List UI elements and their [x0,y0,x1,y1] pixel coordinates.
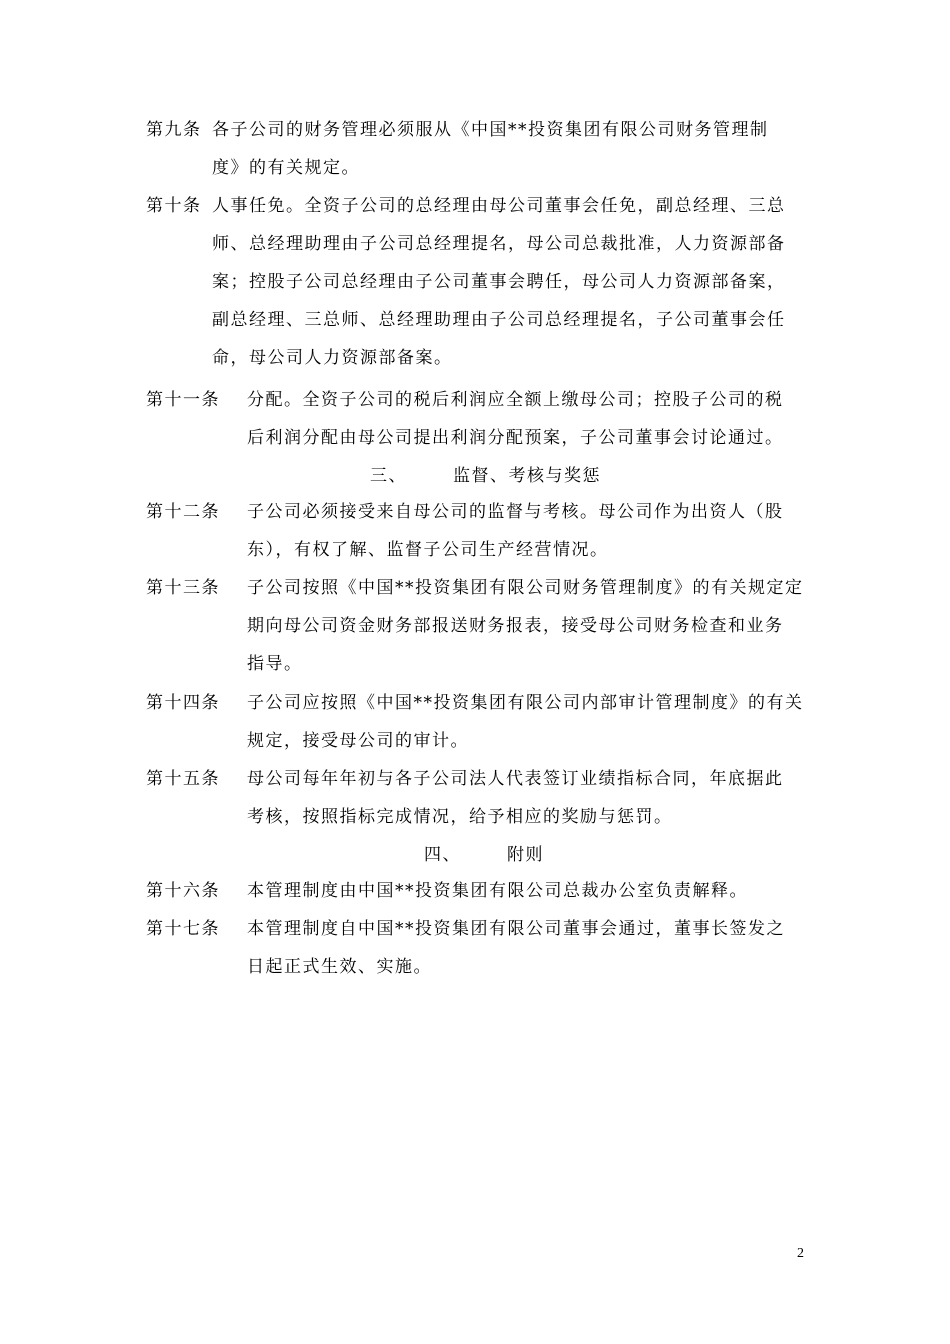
article-line: 各子公司的财务管理必须服从《中国**投资集团有限公司财务管理制 [212,120,769,140]
page-number: 2 [797,1246,804,1261]
article-line: 东），有权了解、监督子公司生产经营情况。 [247,540,609,560]
article-number: 第十条 [146,196,202,216]
article-line: 度》的有关规定。 [212,158,360,178]
article-line: 人事任免。全资子公司的总经理由母公司董事会任免，副总经理、三总 [212,196,786,216]
article-line: 案；控股子公司总经理由子公司董事会聘任，母公司人力资源部备案， [212,272,786,292]
article-line: 母公司每年年初与各子公司法人代表签订业绩指标合同，年底据此 [247,769,784,789]
article-number: 第十二条 [146,502,220,522]
article-line: 本管理制度自中国**投资集团有限公司董事会通过，董事长签发之 [247,919,785,939]
article-line: 本管理制度由中国**投资集团有限公司总裁办公室负责解释。 [247,881,748,901]
article-line: 期向母公司资金财务部报送财务报表，接受母公司财务检查和业务 [247,616,784,636]
article-number: 第十一条 [146,390,220,410]
article-number: 第九条 [146,120,202,140]
article-line: 子公司必须接受来自母公司的监督与考核。母公司作为出资人（股 [247,502,784,522]
section-title: 附则 [507,845,544,865]
article-line: 子公司按照《中国**投资集团有限公司财务管理制度》的有关规定定 [247,578,804,598]
article-number: 第十三条 [146,578,220,598]
section-heading-4 [424,836,544,874]
article-line: 子公司应按照《中国**投资集团有限公司内部审计管理制度》的有关 [247,693,804,713]
article-line: 师、总经理助理由子公司总经理提名，母公司总裁批准，人力资源部备 [212,234,786,254]
article-line: 后利润分配由母公司提出利润分配预案，子公司董事会讨论通过。 [247,428,784,448]
article-line: 指导。 [247,654,303,674]
article-line: 规定，接受母公司的审计。 [247,731,469,751]
article-number: 第十六条 [146,881,220,901]
section-heading-3 [370,457,601,495]
article-line: 考核，按照指标完成情况，给予相应的奖励与惩罚。 [247,807,673,827]
article-line: 命，母公司人力资源部备案。 [212,348,453,368]
section-title: 监督、考核与奖惩 [453,466,601,486]
article-number: 第十五条 [146,769,220,789]
article-line: 分配。全资子公司的税后利润应全额上缴母公司；控股子公司的税 [247,390,784,410]
section-number: 四、 [424,845,461,865]
article-number: 第十七条 [146,919,220,939]
article-line: 日起正式生效、实施。 [247,957,432,977]
article-number: 第十四条 [146,693,220,713]
article-line: 副总经理、三总师、总经理助理由子公司总经理提名，子公司董事会任 [212,310,786,330]
section-number: 三、 [370,466,407,486]
